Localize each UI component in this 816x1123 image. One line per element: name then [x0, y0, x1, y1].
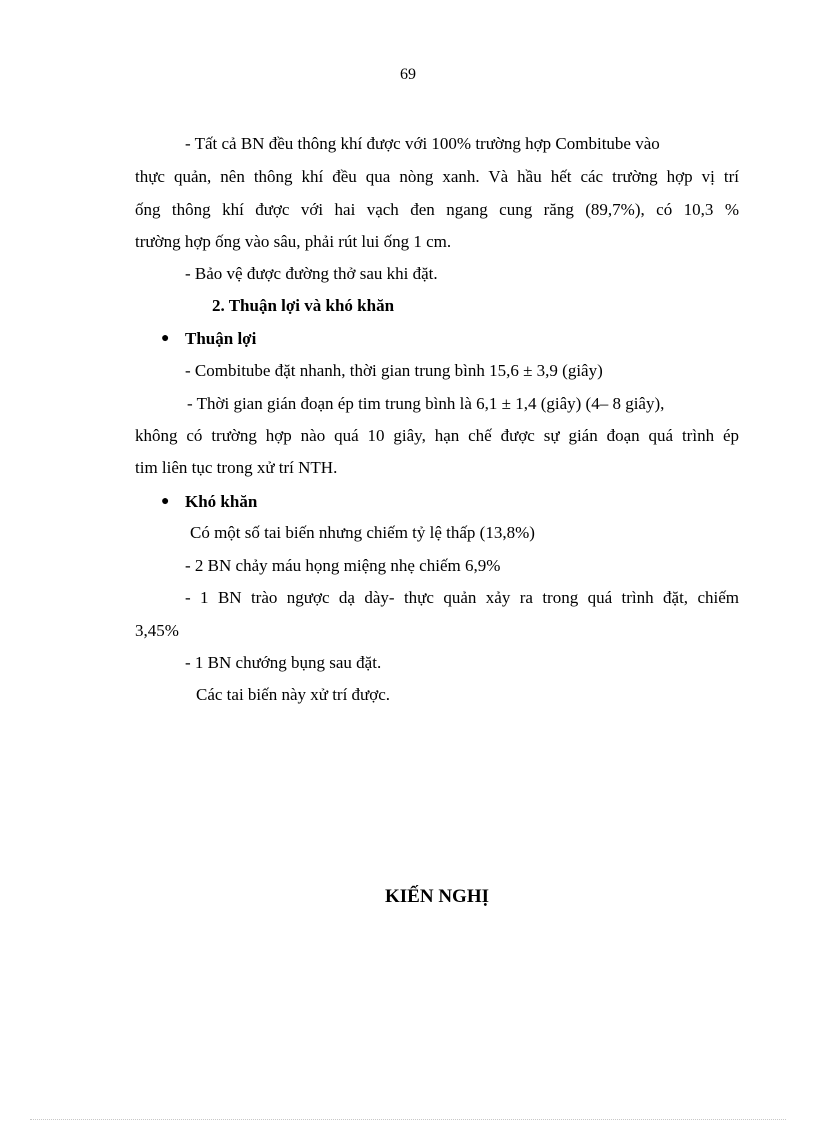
results-line-1: - Tất cả BN đều thông khí được với 100% trường hợp Combitube vào: [185, 134, 660, 153]
bullet-icon: ●: [161, 331, 170, 346]
recommendation-heading: KIẾN NGHỊ: [385, 886, 489, 907]
results-line-3: ống thông khí được với hai vạch đen ngang cung răng (89,7%), có 10,3 %: [135, 200, 739, 219]
advantages-title: Thuận lợi: [185, 329, 257, 348]
advantage-item-2-line-1: - Thời gian gián đoạn ép tim trung bình là 6,1 ± 1,4 (giây) (4– 8 giây),: [187, 394, 665, 413]
section-2-heading: 2. Thuận lợi và khó khăn: [212, 296, 395, 315]
advantage-item-1: - Combitube đặt nhanh, thời gian trung bình 15,6 ± 3,9 (giây): [185, 361, 603, 380]
advantage-item-2-line-2: không có trường hợp nào quá 10 giây, hạn chế được sự gián đoạn quá trình ép: [135, 426, 739, 445]
footer-divider: [30, 1119, 786, 1120]
difficulties-closing: Các tai biến này xử trí được.: [196, 685, 391, 704]
results-line-4: trường hợp ống vào sâu, phải rút lui ống 1 cm.: [135, 232, 452, 251]
results-line-2: thực quản, nên thông khí đều qua nòng xanh. Và hầu hết các trường hợp vị trí: [135, 167, 739, 186]
difficulty-item-2-line-2: 3,45%: [135, 621, 179, 640]
difficulty-item-3: - 1 BN chướng bụng sau đặt.: [185, 653, 382, 672]
advantage-item-2-line-3: tim liên tục trong xử trí NTH.: [135, 458, 338, 477]
results-line-5: - Bảo vệ được đường thở sau khi đặt.: [185, 264, 438, 283]
difficulties-intro: Có một số tai biến nhưng chiếm tỷ lệ thấp (13,8%): [190, 523, 535, 542]
difficulty-item-1: - 2 BN chảy máu họng miệng nhẹ chiếm 6,9%: [185, 556, 501, 575]
bullet-icon: ●: [161, 494, 170, 509]
difficulty-item-2-line-1: - 1 BN trào ngược dạ dày- thực quản xảy ra trong quá trình đặt, chiếm: [185, 588, 739, 607]
page-number: 69: [400, 66, 416, 83]
difficulties-title: Khó khăn: [185, 492, 258, 511]
